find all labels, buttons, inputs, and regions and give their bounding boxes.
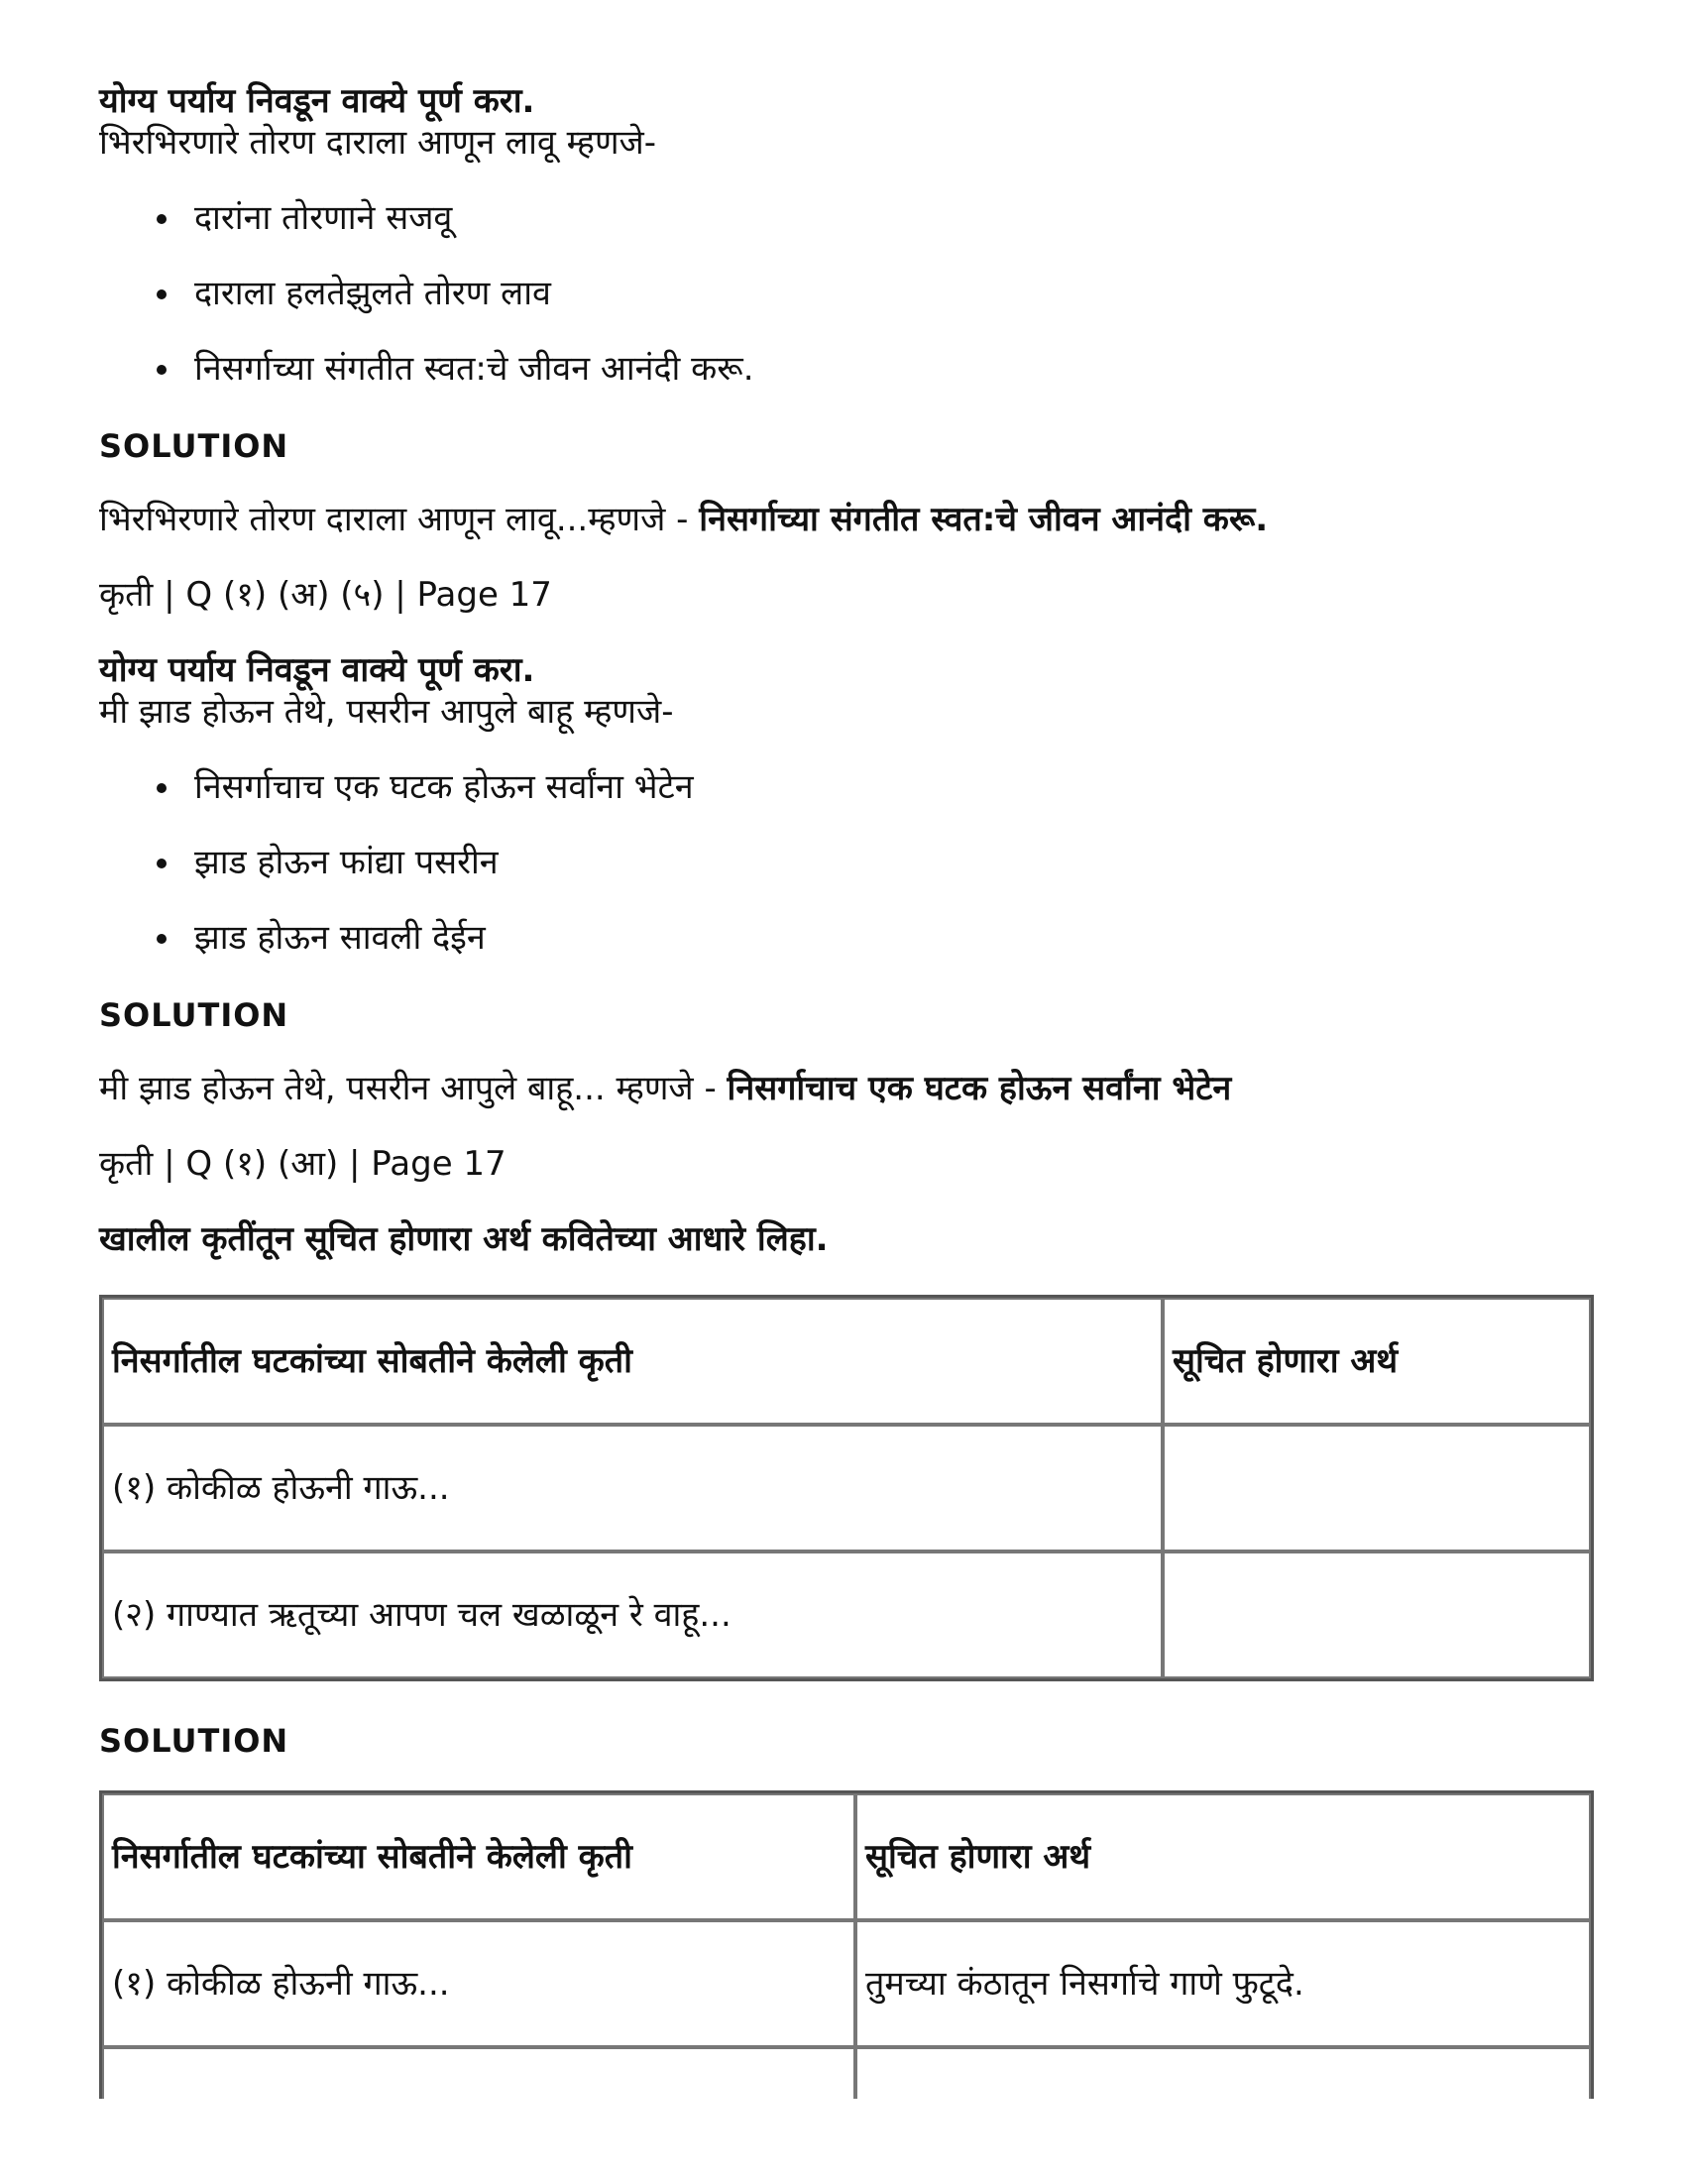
option-item: निसर्गाच्या संगतीत स्वत:चे जीवन आनंदी करू. [99, 347, 754, 422]
q2-solution-prefix: मी झाड होऊन तेथे, पसरीन आपुले बाहू... म्हणजे - [99, 1069, 728, 1108]
q1-reference: कृती | Q (१) (अ) (५) | Page 17 [99, 575, 552, 615]
q2-reference: कृती | Q (१) (आ) | Page 17 [99, 1144, 506, 1184]
table-cell: (२) गाण्यात ऋतूच्या आपण चल खळाळून रे वाहू... [102, 1552, 1163, 1678]
q2-options [99, 765, 694, 991]
option-item: दाराला हलतेझुलते तोरण लाव [99, 272, 754, 347]
table-cell [1163, 1552, 1591, 1678]
q1-prompt: भिरभिरणारे तोरण दाराला आणून लावू म्हणजे- [99, 123, 657, 163]
table-cell: (१) कोकीळ होऊनी गाऊ... [102, 1425, 1163, 1552]
option-item: दारांना तोरणाने सजवू [99, 196, 754, 272]
q2-instruction: योग्य पर्याय निवडून वाक्ये पूर्ण करा. [99, 650, 535, 690]
table-header-cell: सूचित होणारा अर्थ [855, 1793, 1591, 1920]
table-row [102, 1425, 1591, 1552]
q1-solution-answer: निसर्गाच्या संगतीत स्वत:चे जीवन आनंदी करू. [699, 500, 1269, 539]
table-cell: तुमच्या कंठातून निसर्गाचे गाणे फुटूदे. [855, 1920, 1591, 2047]
q2-solution-answer: निसर्गाचाच एक घटक होऊन सर्वांना भेटेन [727, 1069, 1232, 1108]
table-row [102, 1552, 1591, 1678]
q1-solution-prefix: भिरभिरणारे तोरण दाराला आणून लावू...म्हणजे - [99, 500, 700, 539]
table-row [102, 1920, 1591, 2047]
table-row [102, 2047, 1591, 2099]
table-cell [102, 2047, 855, 2099]
option-item: निसर्गाचाच एक घटक होऊन सर्वांना भेटेन [99, 765, 694, 841]
table-header-row [102, 1793, 1591, 1920]
question-table [99, 1295, 1594, 1681]
table-cell [1163, 1425, 1591, 1552]
q1-solution-heading: SOLUTION [99, 427, 289, 465]
table-header-row [102, 1298, 1591, 1425]
solution-table [99, 1790, 1594, 2099]
q2-solution-text [99, 1067, 1586, 1110]
table-header-cell: सूचित होणारा अर्थ [1163, 1298, 1591, 1425]
q3-solution-heading: SOLUTION [99, 1722, 289, 1760]
q1-solution-text [99, 498, 1586, 541]
q2-prompt: मी झाड होऊन तेथे, पसरीन आपुले बाहू म्हणजे- [99, 692, 674, 732]
option-item: झाड होऊन फांद्या पसरीन [99, 841, 694, 916]
table-header-cell: निसर्गातील घटकांच्या सोबतीने केलेली कृती [102, 1793, 855, 1920]
q1-instruction: योग्य पर्याय निवडून वाक्ये पूर्ण करा. [99, 81, 535, 121]
q3-instruction: खालील कृतींतून सूचित होणारा अर्थ कवितेच्या आधारे लिहा. [99, 1219, 829, 1259]
q1-options [99, 196, 754, 422]
table-cell: (१) कोकीळ होऊनी गाऊ... [102, 1920, 855, 2047]
option-item: झाड होऊन सावली देईन [99, 916, 694, 991]
q2-solution-heading: SOLUTION [99, 996, 289, 1034]
table-cell [855, 2047, 1591, 2099]
table-header-cell: निसर्गातील घटकांच्या सोबतीने केलेली कृती [102, 1298, 1163, 1425]
